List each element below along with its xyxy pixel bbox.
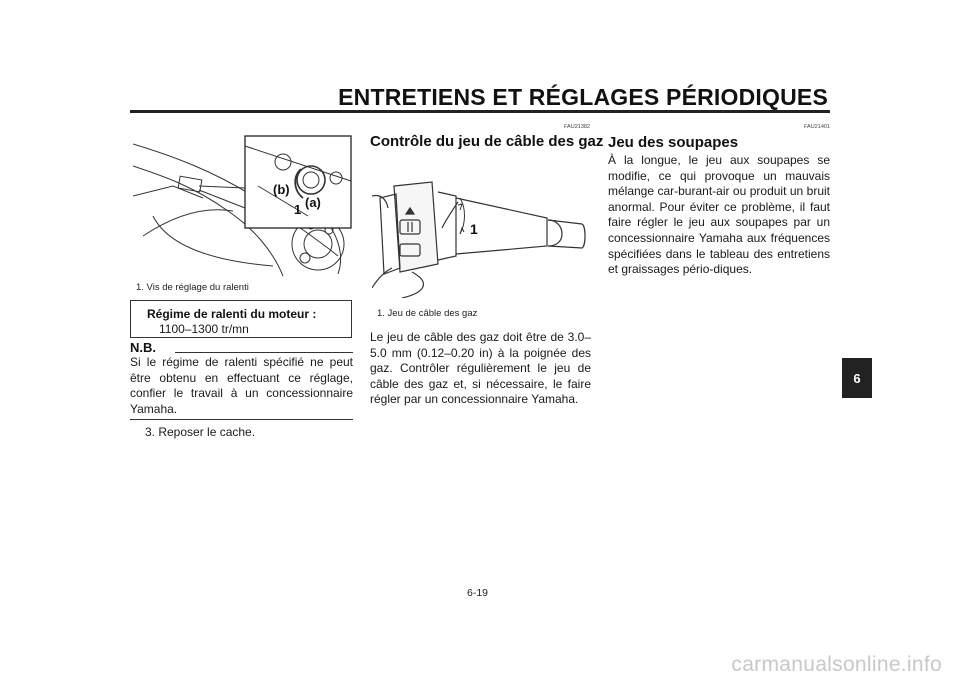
spec-value: 1100–1300 tr/mn [159,322,249,336]
step-3: 3. Reposer le cache. [145,425,256,439]
figure-callout-1-throttle: 1 [470,221,478,237]
valve-body-text: À la longue, le jeu aux soupapes se modifie, ce qui provoque un mauvais mélange car-burant-air ou produit un bruit anormal. Pour éviter ce problème, il faut faire régler le jeu aux soupapes par un concessionnaire Yamaha aux fréquences spécifiées dans le tableau des entretiens et graissages pério-diques. [608,153,830,277]
watermark: carmanualsonline.info [731,653,942,676]
figure-label-a: (a) [305,195,321,210]
chapter-tab[interactable]: 6 [842,358,872,398]
nb-divider [175,352,353,353]
page-number: 6-19 [467,587,489,599]
left-figure-caption: 1. Vis de réglage du ralenti [136,282,249,293]
throttle-section-title: Contrôle du jeu de câble des gaz [370,133,604,150]
nb-end-divider [130,419,353,420]
section-code-throttle: FAU21382 [564,124,590,130]
nb-label: N.B. [130,340,156,355]
idle-screw-illustration [133,126,353,276]
idle-speed-spec-box [130,300,352,338]
nb-text: Si le régime de ralenti spécifié ne peut être obtenu en effectuant ce réglage, confier le travail à un concessionnaire Yamaha. [130,355,353,416]
middle-figure-caption: 1. Jeu de câble des gaz [377,308,478,319]
page-header-title: ENTRETIENS ET RÉGLAGES PÉRIODIQUES [338,84,828,110]
spec-label: Régime de ralenti du moteur : [147,307,317,321]
section-code-valves: FAU21401 [804,124,830,130]
valve-section-title: Jeu des soupapes [608,134,739,151]
header-divider [130,110,830,113]
figure-label-b: (b) [273,182,290,197]
throttle-body-text: Le jeu de câble des gaz doit être de 3.0–5.0 mm (0.12–0.20 in) à la poignée des gaz. Contrôler régulièrement le jeu de câble des gaz et, si nécessaire, le faire régler par un concessionnaire Yamaha. [370,330,591,407]
throttle-grip-illustration [372,168,590,298]
figure-callout-1: 1 [294,202,302,217]
